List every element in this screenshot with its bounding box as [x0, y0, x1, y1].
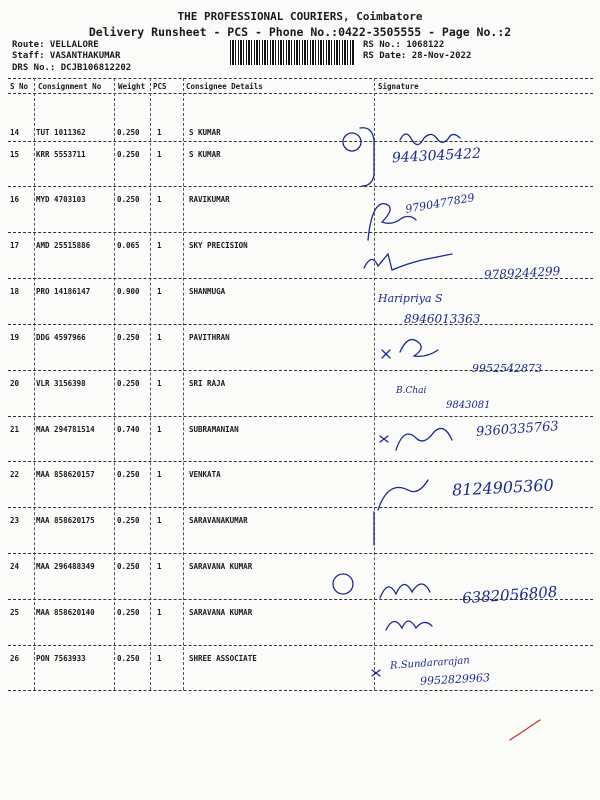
row-consignment: AMD 25515886 — [36, 241, 91, 250]
row-weight: 0.740 — [117, 425, 140, 434]
row-details: SHANMUGA — [189, 287, 226, 296]
row-consignment: DDG 4597966 — [36, 333, 86, 342]
handwritten-name: B.Chai — [396, 386, 427, 396]
row-weight: 0.900 — [117, 287, 140, 296]
row-pcs: 1 — [157, 425, 162, 434]
row-sno: 24 — [10, 562, 20, 571]
staff-label: Staff: VASANTHAKUMAR — [12, 51, 121, 61]
row-weight: 0.250 — [117, 379, 140, 388]
row-consignment: PON 7563933 — [36, 654, 86, 663]
handwritten-phone: 9952542873 — [472, 362, 542, 375]
row-pcs: 1 — [157, 195, 162, 204]
row-consignment: MAA 296488349 — [36, 562, 95, 571]
row-details: VENKATA — [189, 470, 221, 479]
row-details: SARAVANAKUMAR — [189, 516, 248, 525]
rs-date: RS Date: 28-Nov-2022 — [363, 51, 472, 61]
row-weight: 0.250 — [117, 470, 140, 479]
row-details: S KUMAR — [189, 150, 221, 159]
row-sno: 20 — [10, 379, 20, 388]
row-sno: 21 — [10, 425, 20, 434]
row-weight: 0.250 — [117, 150, 140, 159]
row-sno: 14 — [10, 128, 20, 137]
col-signature: Signature — [378, 82, 419, 91]
handwritten-phone: 9443045422 — [391, 145, 482, 167]
handwritten-phone: 9360335763 — [475, 419, 560, 440]
row-pcs: 1 — [157, 562, 162, 571]
ink-signature — [380, 584, 430, 598]
row-details: SHREE ASSOCIATE — [189, 654, 257, 663]
ink-signature — [380, 428, 452, 450]
row-consignment: VLR 3156398 — [36, 379, 86, 388]
row-details: SRI RAJA — [189, 379, 226, 388]
route-label: Route: VELLALORE — [12, 40, 99, 50]
col-pcs: PCS — [153, 82, 167, 91]
row-weight: 0.250 — [117, 516, 140, 525]
row-consignment: MYD 4703103 — [36, 195, 86, 204]
row-consignment: PRO 14186147 — [36, 287, 91, 296]
row-details: SARAVANA KUMAR — [189, 562, 253, 571]
ink-signature — [364, 254, 452, 270]
row-pcs: 1 — [157, 654, 162, 663]
row-weight: 0.250 — [117, 608, 140, 617]
col-consignment: Consignment No — [38, 82, 102, 91]
ink-stray-mark — [510, 720, 540, 740]
rs-number: RS No.: 1068122 — [363, 40, 445, 50]
ink-signature — [382, 340, 438, 358]
row-pcs: 1 — [157, 470, 162, 479]
row-pcs: 1 — [157, 150, 162, 159]
ink-signature — [400, 134, 460, 145]
col-sno: S No — [10, 82, 29, 91]
row-sno: 22 — [10, 470, 20, 479]
drs-number: DRS No.: DCJB106812202 — [12, 63, 132, 73]
row-consignment: TUT 1011362 — [36, 128, 86, 137]
row-consignment: KRR 5553711 — [36, 150, 86, 159]
row-sno: 15 — [10, 150, 20, 159]
row-consignment: MAA 294781514 — [36, 425, 95, 434]
handwritten-name: R.Sundararajan — [389, 655, 471, 672]
col-weight: Weight — [118, 82, 146, 91]
handwritten-phone: 9789244299 — [483, 264, 561, 282]
ink-signature — [386, 621, 432, 630]
ink-signature — [378, 480, 428, 510]
ink-circle — [343, 133, 361, 151]
row-consignment: MAA 858620140 — [36, 608, 95, 617]
row-weight: 0.065 — [117, 241, 140, 250]
row-details: SARAVANA KUMAR — [189, 608, 253, 617]
handwritten-phone: 9790477829 — [404, 191, 476, 216]
row-consignment: MAA 858620157 — [36, 470, 95, 479]
row-sno: 25 — [10, 608, 20, 617]
handwritten-phone: 6382056808 — [461, 582, 558, 608]
ink-circle — [333, 574, 353, 594]
row-pcs: 1 — [157, 608, 162, 617]
handwritten-phone: 9843081 — [446, 400, 491, 411]
company-title: THE PROFESSIONAL COURIERS, Coimbatore — [177, 10, 423, 23]
ink-signature — [372, 670, 380, 676]
row-pcs: 1 — [157, 379, 162, 388]
handwritten-phone: 8124905360 — [451, 475, 555, 500]
row-sno: 23 — [10, 516, 20, 525]
row-sno: 19 — [10, 333, 20, 342]
row-details: PAVITHRAN — [189, 333, 230, 342]
row-details: SUBRAMANIAN — [189, 425, 239, 434]
row-weight: 0.250 — [117, 333, 140, 342]
row-details: SKY PRECISION — [189, 241, 248, 250]
row-sno: 16 — [10, 195, 20, 204]
row-pcs: 1 — [157, 516, 162, 525]
row-sno: 17 — [10, 241, 20, 250]
row-weight: 0.250 — [117, 128, 140, 137]
row-details: RAVIKUMAR — [189, 195, 230, 204]
row-weight: 0.250 — [117, 195, 140, 204]
row-consignment: MAA 858620175 — [36, 516, 95, 525]
row-weight: 0.250 — [117, 562, 140, 571]
row-pcs: 1 — [157, 333, 162, 342]
row-weight: 0.250 — [117, 654, 140, 663]
handwritten-phone: 8946013363 — [404, 312, 481, 326]
row-details: S KUMAR — [189, 128, 221, 137]
col-details: Consignee Details — [186, 82, 263, 91]
row-sno: 26 — [10, 654, 20, 663]
runsheet-subtitle: Delivery Runsheet - PCS - Phone No.:0422-3505555 - Page No.:2 — [88, 25, 512, 39]
row-sno: 18 — [10, 287, 20, 296]
ink-bracket — [360, 128, 374, 186]
handwritten-phone: 9952829963 — [419, 671, 491, 688]
row-pcs: 1 — [157, 241, 162, 250]
handwritten-name: Haripriya S — [378, 292, 443, 305]
row-pcs: 1 — [157, 287, 162, 296]
row-pcs: 1 — [157, 128, 162, 137]
